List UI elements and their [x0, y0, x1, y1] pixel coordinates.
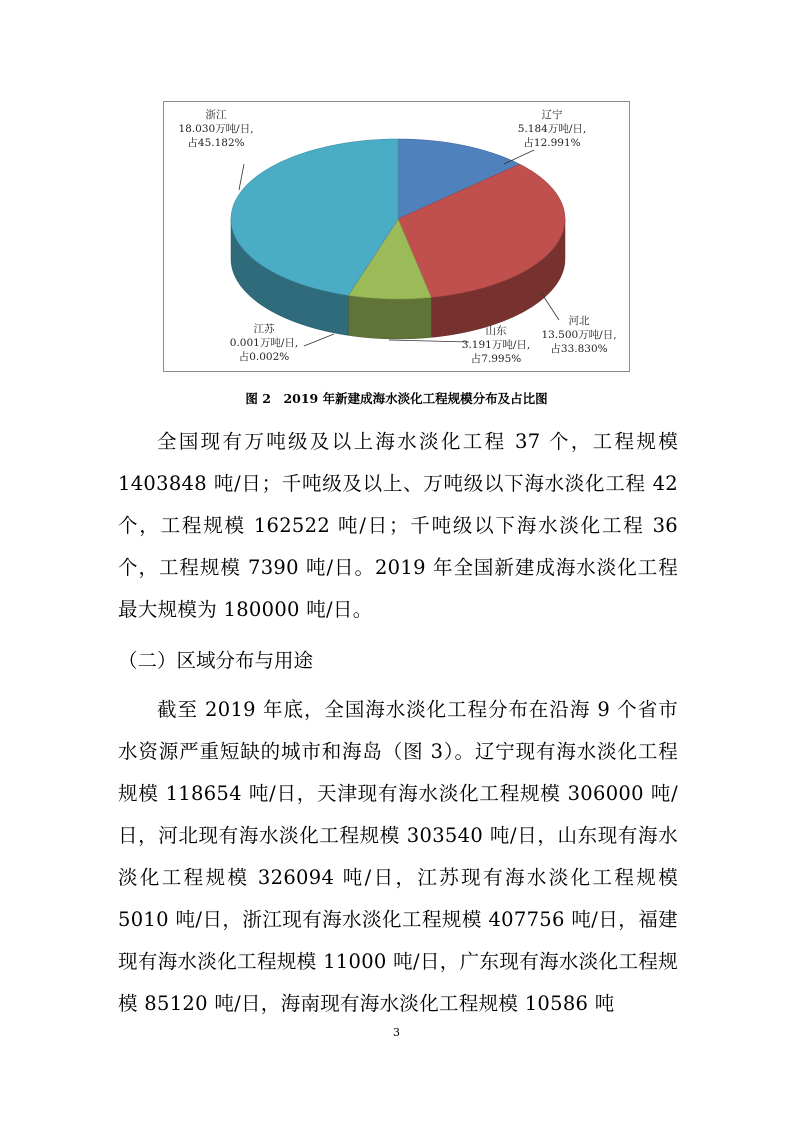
label-liaoning-percent: 占12.991%	[523, 137, 581, 149]
label-liaoning-region: 辽宁	[541, 109, 563, 121]
label-jiangsu-percent: 占0.002%	[238, 351, 290, 363]
leader-liaoning	[504, 150, 534, 164]
paragraph-distribution	[118, 689, 678, 1025]
pie-side-山东	[348, 295, 431, 339]
label-jiangsu-region: 江苏	[253, 323, 275, 335]
paragraph-distribution-text: 截至 2019 年底，全国海水淡化工程分布在沿海 9 个省市水资源严重短缺的城市和海岛（图 3）。辽宁现有海水淡化工程规模 118654 吨/日，天津现有海水淡化工程规模 306000 吨/日，河北现有海水淡化工程规模 303540 吨/日，山东现有海水淡化工程规模 326094 吨/日，江苏现有海水淡化工程规模 5010 吨/日，浙江现有海水淡化工程规模 407756 吨/日，福建现有海水淡化工程规模 11000 吨/日，广东现有海水淡化工程规模 85120 吨/日，海南现有海水淡化工程规模 10586 吨	[118, 698, 678, 1015]
label-hebei	[536, 314, 622, 356]
label-shandong-percent: 占7.995%	[470, 353, 522, 365]
label-shandong	[454, 324, 538, 366]
label-zhejiang-value: 18.030万吨/日,	[178, 123, 254, 135]
paragraph-capacity	[118, 421, 678, 631]
pie-chart	[163, 101, 630, 372]
label-zhejiang	[176, 108, 256, 150]
label-hebei-region: 河北	[568, 315, 590, 327]
label-jiangsu	[224, 322, 304, 364]
figure-caption: 图 2 2019 年新建成海水淡化工程规模分布及占比图	[245, 391, 548, 406]
label-zhejiang-region: 浙江	[205, 109, 227, 121]
label-liaoning-value: 5.184万吨/日,	[517, 123, 587, 135]
label-zhejiang-percent: 占45.182%	[187, 137, 245, 149]
leader-zhejiang	[239, 164, 244, 190]
label-shandong-value: 3.191万吨/日,	[461, 339, 531, 351]
section-heading: （二）区域分布与用途	[118, 649, 314, 672]
label-hebei-value: 13.500万吨/日,	[541, 329, 617, 341]
label-jiangsu-value: 0.001万吨/日,	[229, 337, 299, 349]
paragraph-capacity-text: 全国现有万吨级及以上海水淡化工程 37 个，工程规模 1403848 吨/日；千吨级及以上、万吨级以下海水淡化工程 42 个，工程规模 162522 吨/日；千吨级以下海水淡化工程 36 个，工程规模 7390 吨/日。2019 年全国新建成海水淡化工程最大规模为 180000 吨/日。	[118, 430, 678, 621]
label-shandong-region: 山东	[485, 325, 507, 337]
label-hebei-percent: 占33.830%	[550, 343, 608, 355]
label-liaoning	[512, 108, 592, 150]
leader-jiangsu	[304, 334, 334, 346]
page-number: 3	[393, 1026, 400, 1039]
